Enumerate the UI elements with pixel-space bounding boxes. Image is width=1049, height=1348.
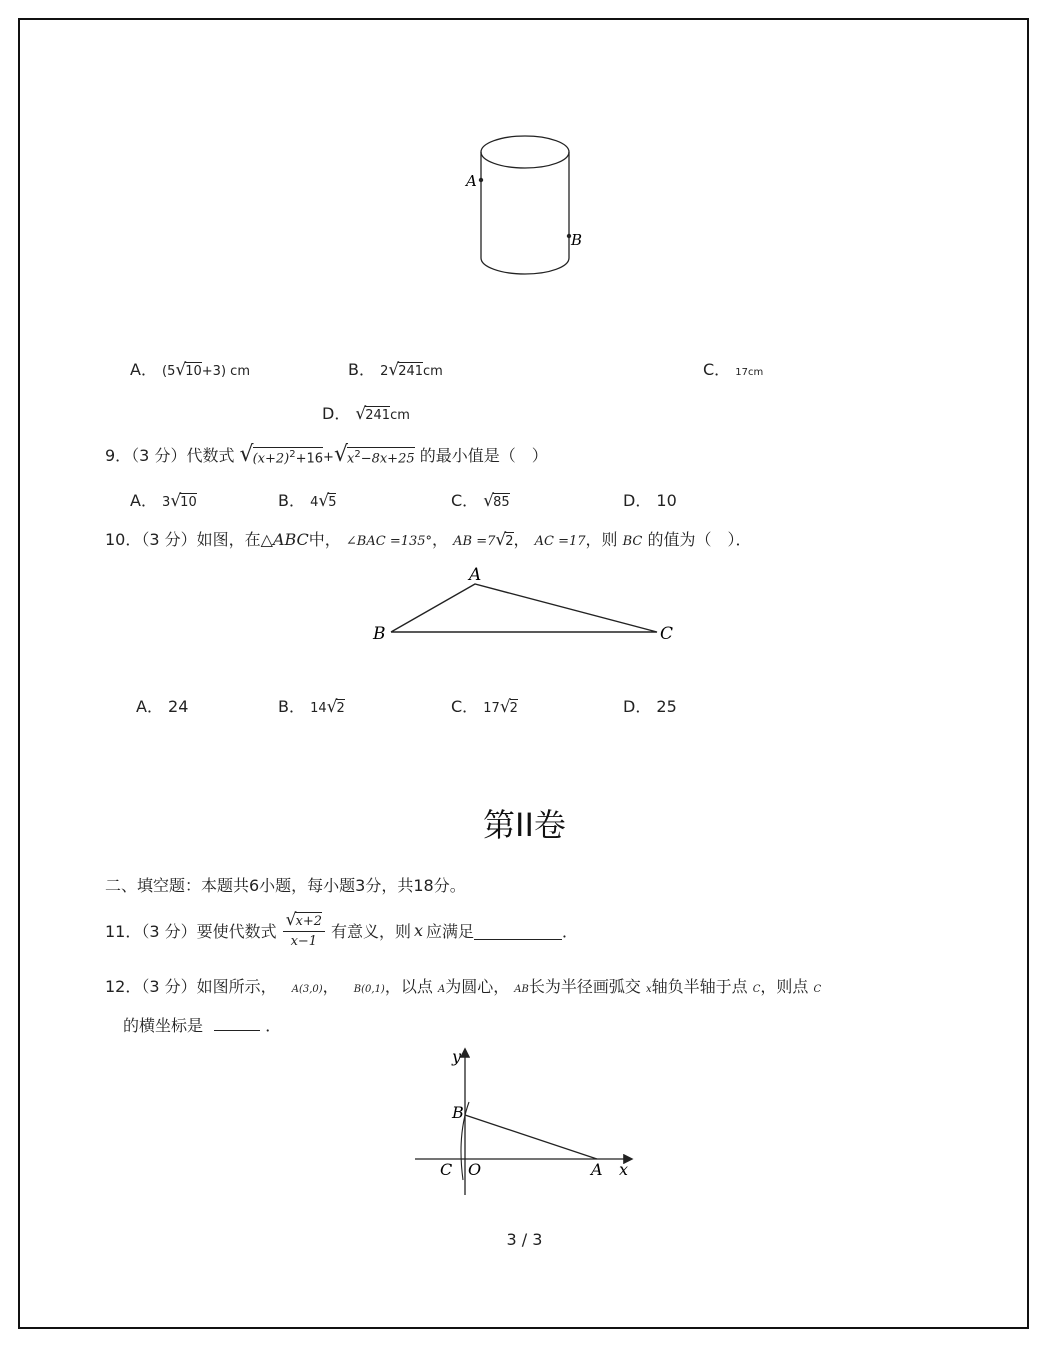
question-12-line-2: 的横坐标是 ． <box>123 1016 282 1035</box>
q10-option-a[interactable]: A． 24 <box>136 697 189 716</box>
cylinder-label-a: A <box>466 172 477 190</box>
triangle-figure <box>365 560 685 650</box>
question-9: 9．（3 分）代数式 √ $(x+2)^2+16$ + √ $x^2-8x+25$ 的最小值是（ ） <box>105 442 548 467</box>
q9-option-c[interactable]: C． √ 85 <box>451 491 510 511</box>
question-10: 10．（3 分）如图，在△ABC中， ∠BAC =135°， AB =7 √ 2 ， AC =17，则 BC 的值为（ ）． <box>105 530 752 550</box>
q11-fraction: √ x+2 x−1 <box>283 912 325 949</box>
point-label-c: C <box>440 1160 453 1179</box>
q11-answer-blank[interactable] <box>474 921 562 940</box>
question-11: 11．（3 分）要使代数式 √ x+2 x−1 有意义，则 x 应满足 ． <box>105 910 579 949</box>
q10-option-c[interactable]: C． 17 √ 2 <box>451 697 518 717</box>
question-12: 12．（3 分）如图所示， A(3,0)， B(0,1)，以点 A为圆心， AB长为半径画弧交 x轴负半轴于点 C，则点 C <box>105 977 822 996</box>
point-label-o: O <box>468 1160 482 1179</box>
axis-label-x: x <box>619 1160 629 1179</box>
triangle-label-a: A <box>469 565 482 585</box>
section-title: 第II卷 <box>483 806 566 844</box>
q8-option-d[interactable]: D． √ 241 cm <box>322 404 410 424</box>
q10-option-b[interactable]: B． 14 √ 2 <box>278 697 345 717</box>
triangle-label-c: C <box>660 624 674 644</box>
point-label-b: B <box>452 1103 464 1122</box>
q9-option-d[interactable]: D． 10 <box>623 491 677 510</box>
q8-option-b[interactable]: B． 2 √ 241 cm <box>348 360 443 380</box>
coordinate-figure <box>405 1040 645 1200</box>
cylinder-figure <box>460 130 600 280</box>
triangle-label-b: B <box>373 624 386 644</box>
cylinder-label-b: B <box>571 231 583 249</box>
axis-label-y: y <box>452 1047 462 1066</box>
q9-option-a[interactable]: A． 3 √ 10 <box>130 491 197 511</box>
q8-option-a[interactable]: A． (5 √ 10 +3) cm <box>130 360 250 380</box>
page-number: 3 / 3 <box>506 1230 543 1249</box>
q9-option-b[interactable]: B． 4 √ 5 <box>278 491 337 511</box>
section-heading: 二、填空题：本题共6小题，每小题3分，共18分。 <box>105 876 466 895</box>
point-label-a: A <box>591 1160 603 1179</box>
q12-answer-blank[interactable] <box>214 1014 260 1031</box>
q10-option-d[interactable]: D． 25 <box>623 697 677 716</box>
q8-option-c[interactable]: C． 17cm <box>703 360 764 379</box>
